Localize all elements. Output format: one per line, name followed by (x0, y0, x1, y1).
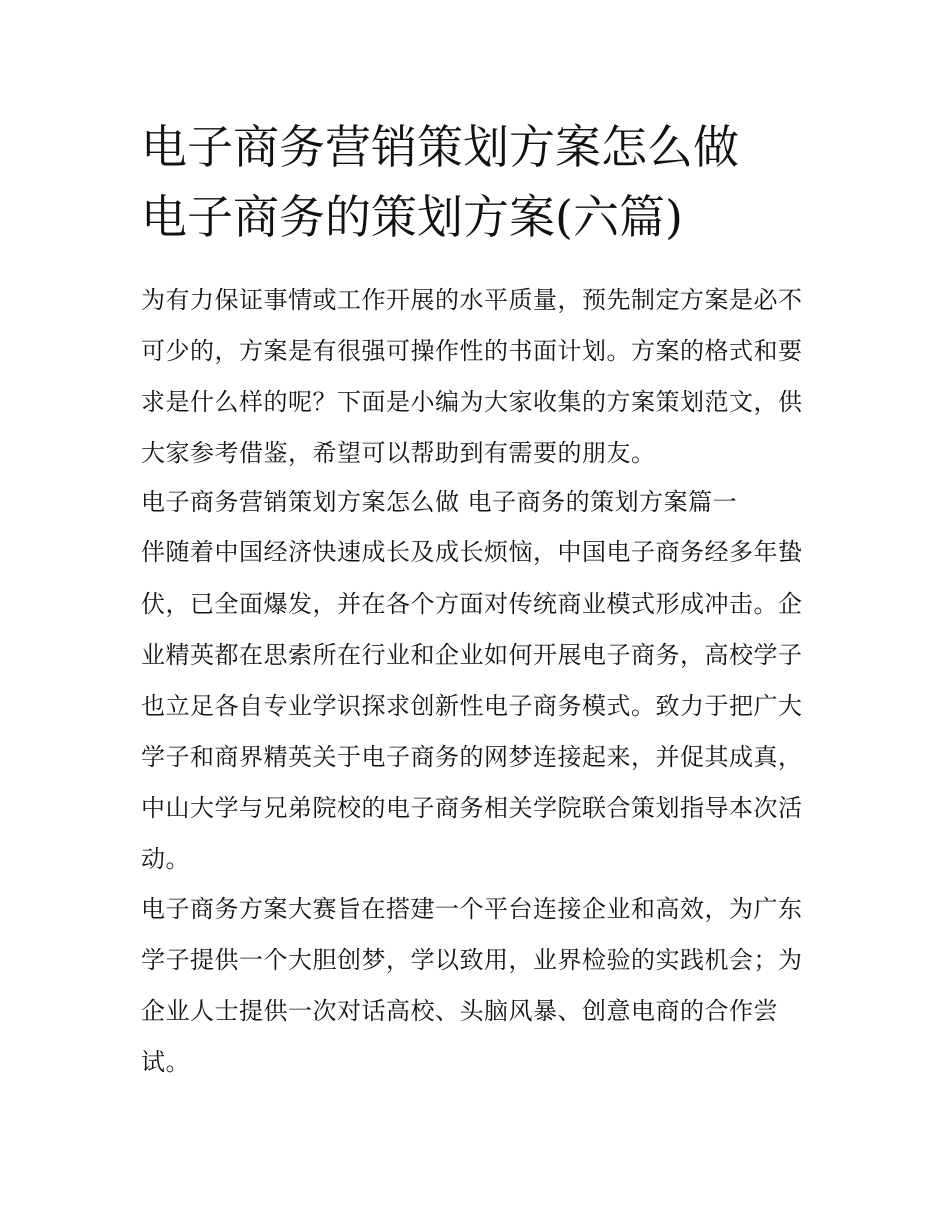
intro-line-3: 求是什么样的呢？下面是小编为大家收集的方案策划范文，供 (141, 388, 803, 416)
body-line-7: 动。 (141, 845, 190, 873)
body-line-1: 伴随着中国经济快速成长及成长烦恼，中国电子商务经多年蛰 (141, 538, 803, 566)
body-line-3: 业精英都在思索所在行业和企业如何开展电子商务，高校学子 (141, 641, 803, 669)
body-line-9: 学子提供一个大胆创梦，学以致用，业界检验的实践机会；为 (141, 946, 803, 974)
section-heading-1: 电子商务营销策划方案怎么做 电子商务的策划方案篇一 (141, 488, 738, 516)
body-line-11: 试。 (141, 1048, 190, 1076)
intro-line-2: 可少的，方案是有很强可操作性的书面计划。方案的格式和要 (141, 337, 803, 365)
intro-line-4: 大家参考借鉴，希望可以帮助到有需要的朋友。 (141, 439, 656, 467)
body-line-6: 中山大学与兄弟院校的电子商务相关学院联合策划指导本次活 (141, 794, 803, 822)
body-line-2: 伏，已全面爆发，并在各个方面对传统商业模式形成冲击。企 (141, 590, 803, 618)
document-title (141, 112, 821, 252)
body-line-4: 也立足各自专业学识探求创新性电子商务模式。致力于把广大 (141, 692, 803, 720)
title-line-2: 电子商务的策划方案(六篇) (141, 190, 683, 244)
body-line-8: 电子商务方案大赛旨在搭建一个平台连接企业和高效，为广东 (141, 895, 803, 923)
body-line-5: 学子和商界精英关于电子商务的网梦连接起来，并促其成真， (141, 743, 803, 771)
intro-line-1: 为有力保证事情或工作开展的水平质量，预先制定方案是必不 (141, 286, 803, 314)
title-line-1: 电子商务营销策划方案怎么做 (141, 120, 739, 174)
body-line-10: 企业人士提供一次对话高校、头脑风暴、创意电商的合作尝 (141, 997, 778, 1025)
